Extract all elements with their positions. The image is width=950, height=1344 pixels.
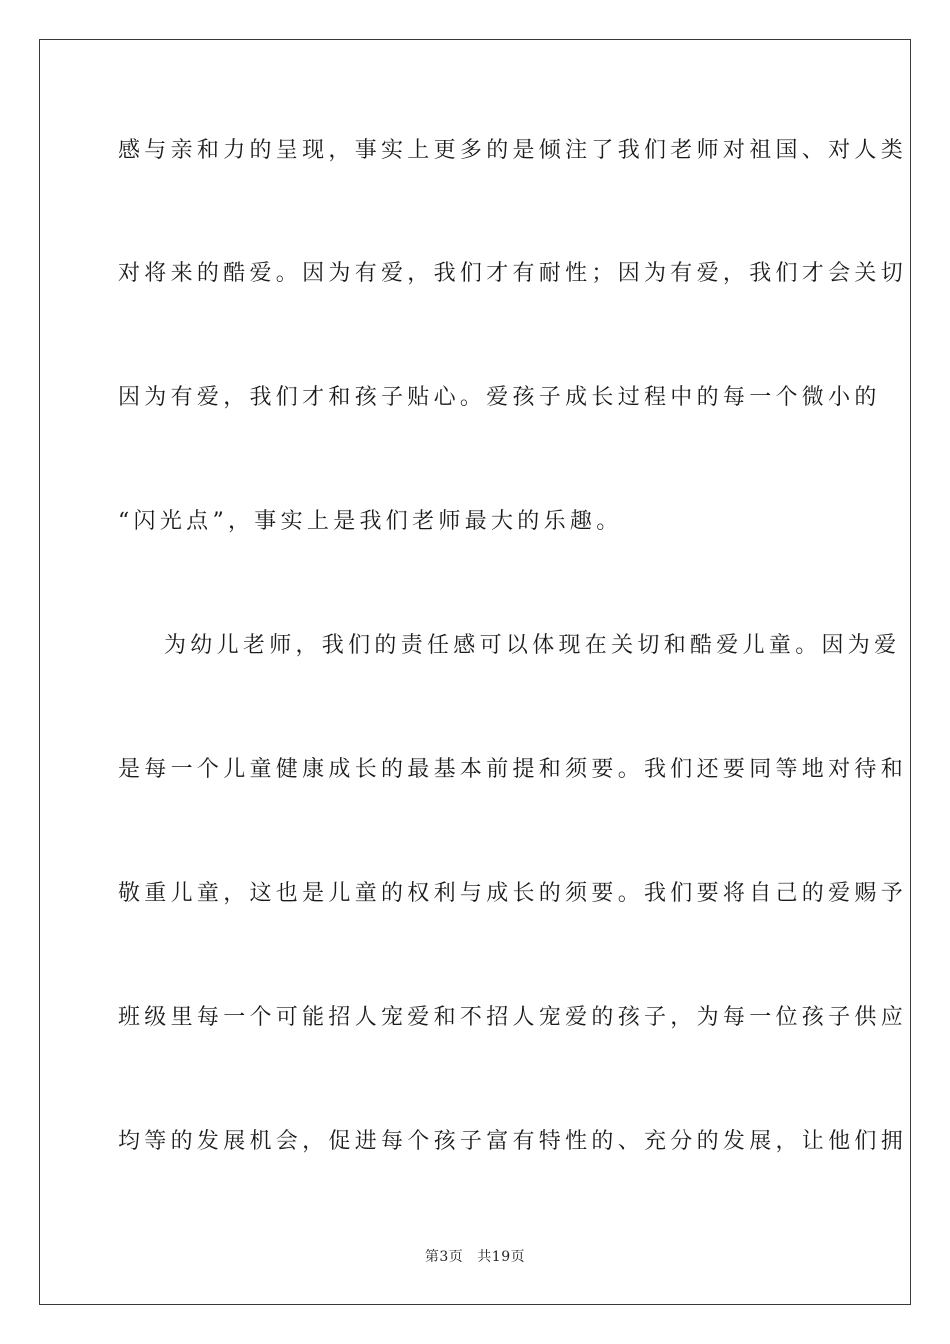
page-footer xyxy=(0,1247,950,1267)
text-line: 是每一个儿童健康成长的最基本前提和须要。我们还要同等地对待和 xyxy=(118,757,908,782)
text-line: 均等的发展机会，促进每个孩子富有特性的、充分的发展，让他们拥 xyxy=(118,1129,908,1154)
text-line: 感与亲和力的呈现，事实上更多的是倾注了我们老师对祖国、对人类 xyxy=(118,138,908,163)
page-border xyxy=(39,39,911,1305)
page-number: 第3页 xyxy=(424,1249,464,1265)
text-line: 对将来的酷爱。因为有爱，我们才有耐性；因为有爱，我们才会关切 xyxy=(118,261,908,286)
paragraph-first-line: 为幼儿老师，我们的责任感可以体现在关切和酷爱儿童。因为爱 xyxy=(164,633,901,658)
text-line: 因为有爱，我们才和孩子贴心。爱孩子成长过程中的每一个微小的 xyxy=(118,385,881,410)
page-total: 共19页 xyxy=(477,1249,526,1265)
text-line: 敬重儿童，这也是儿童的权利与成长的须要。我们要将自己的爱赐予 xyxy=(118,881,908,906)
text-line: 班级里每一个可能招人宠爱和不招人宠爱的孩子，为每一位孩子供应 xyxy=(118,1005,908,1030)
text-line: “闪光点”，事实上是我们老师最大的乐趣。 xyxy=(118,509,623,534)
